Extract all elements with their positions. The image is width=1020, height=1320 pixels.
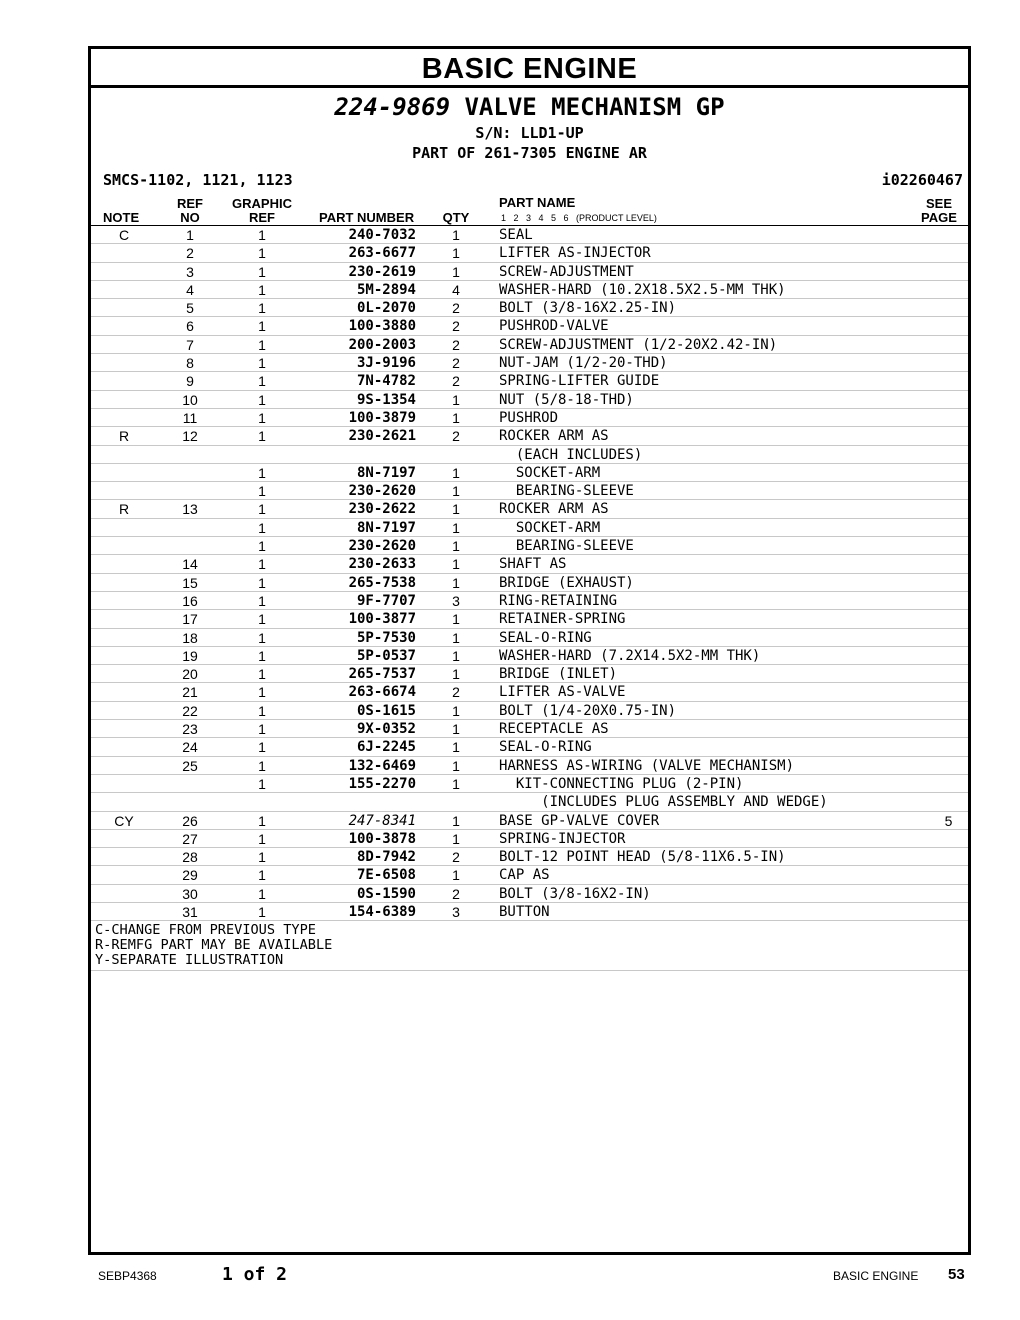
part-number-cell: 200-2003: [348, 336, 416, 353]
see-page-cell: 5: [944, 812, 953, 829]
ref-no-cell: 31: [182, 903, 198, 920]
part-name-cell: BOLT (1/4-20X0.75-IN): [499, 702, 677, 719]
graphic-ref-cell: 1: [258, 757, 266, 774]
ref-no-cell: 11: [182, 409, 198, 426]
document-id: i02260467: [881, 171, 963, 189]
qty-cell: 1: [452, 830, 460, 847]
ref-no-cell: 14: [182, 556, 198, 573]
ref-no-cell: 13: [182, 501, 198, 518]
ref-no-cell: 12: [182, 428, 198, 445]
table-row: [91, 244, 968, 262]
ref-no-cell: 21: [182, 684, 198, 701]
qty-cell: 1: [452, 611, 460, 628]
graphic-ref-cell: 1: [258, 666, 266, 683]
part-number-cell: 247-8341: [348, 812, 416, 829]
graphic-ref-cell: 1: [258, 849, 266, 866]
part-name-cell: (EACH INCLUDES): [499, 446, 643, 463]
graphic-ref-cell: 1: [258, 812, 266, 829]
table-row: [91, 336, 968, 354]
header-see-bottom: PAGE: [921, 210, 957, 225]
header-see-top: SEE: [925, 196, 952, 211]
part-number-cell: 9F-7707: [356, 592, 416, 609]
section-title: BASIC ENGINE: [91, 49, 968, 88]
part-number-cell: 230-2619: [348, 263, 416, 280]
table-row: [91, 519, 968, 537]
part-name-cell: LIFTER AS-INJECTOR: [499, 245, 651, 262]
qty-cell: 2: [452, 300, 460, 317]
note-cell: CY: [114, 812, 134, 829]
part-number-cell: 263-6677: [348, 245, 416, 262]
part-number-cell: 100-3880: [348, 318, 416, 335]
graphic-ref-cell: 1: [258, 903, 266, 920]
part-number-cell: 100-3877: [348, 611, 416, 628]
part-name-cell: SPRING-LIFTER GUIDE: [499, 373, 660, 390]
qty-cell: 3: [452, 903, 460, 920]
group-title: [91, 93, 968, 121]
legend-item: C-CHANGE FROM PREVIOUS TYPE: [95, 922, 316, 939]
table-row: [91, 226, 968, 244]
ref-no-cell: 3: [186, 263, 194, 280]
graphic-ref-cell: 1: [258, 373, 266, 390]
ref-no-cell: 27: [182, 830, 198, 847]
table-row: [91, 574, 968, 592]
part-number-cell: 155-2270: [348, 775, 416, 792]
header-part-name: PART NAME: [499, 195, 576, 210]
part-number-cell: 7N-4782: [356, 373, 416, 390]
header-ref-bottom: NO: [180, 210, 200, 225]
table-row: [91, 464, 968, 482]
footer-document-number: SEBP4368: [98, 1269, 157, 1283]
table-row: [91, 848, 968, 866]
qty-cell: 1: [452, 647, 460, 664]
ref-no-cell: 4: [186, 281, 194, 298]
part-number-cell: 154-6389: [348, 903, 416, 920]
graphic-ref-cell: 1: [258, 464, 266, 481]
part-name-cell: WASHER-HARD (7.2X14.5X2-MM THK): [499, 647, 761, 664]
qty-cell: 1: [452, 409, 460, 426]
graphic-ref-cell: 1: [258, 775, 266, 792]
table-row: [91, 446, 968, 464]
part-name-cell: SCREW-ADJUSTMENT (1/2-20X2.42-IN): [499, 336, 778, 353]
legend-item: Y-SEPARATE ILLUSTRATION: [95, 952, 284, 969]
qty-cell: 1: [452, 519, 460, 536]
qty-cell: 1: [452, 227, 460, 243]
qty-cell: 2: [452, 849, 460, 866]
part-name-cell: BEARING-SLEEVE: [499, 538, 634, 555]
table-row: [91, 263, 968, 281]
graphic-ref-cell: 1: [258, 629, 266, 646]
part-number-cell: 265-7537: [348, 666, 416, 683]
part-name-cell: BOLT (3/8-16X2.25-IN): [499, 300, 677, 317]
part-name-cell: KIT-CONNECTING PLUG (2-PIN): [499, 775, 744, 792]
part-name-cell: WASHER-HARD (10.2X18.5X2.5-MM THK): [499, 281, 786, 298]
part-number-cell: 230-2621: [348, 428, 416, 445]
graphic-ref-cell: 1: [258, 409, 266, 426]
table-row: [91, 830, 968, 848]
qty-cell: 1: [452, 775, 460, 792]
group-part-number: 224-9869: [334, 93, 451, 121]
ref-no-cell: 8: [186, 355, 194, 372]
part-number-cell: 230-2633: [348, 556, 416, 573]
part-number-cell: 0S-1615: [356, 702, 416, 719]
table-row: [91, 629, 968, 647]
header-graphic-bottom: REF: [249, 210, 275, 225]
ref-no-cell: 25: [182, 757, 198, 774]
ref-no-cell: 16: [182, 592, 198, 609]
part-name-cell: BASE GP-VALVE COVER: [499, 812, 660, 829]
part-name-cell: NUT-JAM (1/2-20-THD): [499, 355, 668, 372]
qty-cell: 1: [452, 556, 460, 573]
ref-no-cell: 15: [182, 574, 198, 591]
note-cell: R: [118, 501, 130, 518]
footer-page-of: 1 of 2: [222, 1264, 288, 1285]
graphic-ref-cell: 1: [258, 574, 266, 591]
part-number-cell: 7E-6508: [356, 867, 416, 884]
parts-list-frame: [88, 46, 971, 1255]
part-name-cell: ROCKER ARM AS: [499, 501, 609, 518]
graphic-ref-cell: 1: [258, 501, 266, 518]
graphic-ref-cell: 1: [258, 300, 266, 317]
graphic-ref-cell: 1: [258, 428, 266, 445]
part-number-cell: 9X-0352: [356, 721, 416, 738]
graphic-ref-cell: 1: [258, 263, 266, 280]
header-note: NOTE: [103, 210, 140, 225]
graphic-ref-cell: 1: [258, 391, 266, 408]
ref-no-cell: 5: [186, 300, 194, 317]
ref-no-cell: 26: [182, 812, 198, 829]
part-name-cell: RETAINER-SPRING: [499, 611, 626, 628]
graphic-ref-cell: 1: [258, 318, 266, 335]
graphic-ref-cell: 1: [258, 647, 266, 664]
qty-cell: 1: [452, 391, 460, 408]
table-row: [91, 500, 968, 518]
part-name-cell: BRIDGE (EXHAUST): [499, 574, 634, 591]
part-number-cell: 6J-2245: [356, 739, 416, 756]
part-number-cell: 100-3878: [348, 830, 416, 847]
part-name-cell: SEAL-O-RING: [499, 739, 592, 756]
part-number-cell: 265-7538: [348, 574, 416, 591]
ref-no-cell: 19: [182, 647, 198, 664]
part-number-cell: 5P-7530: [356, 629, 416, 646]
ref-no-cell: 23: [182, 721, 198, 738]
ref-no-cell: 1: [186, 227, 194, 243]
ref-no-cell: 17: [182, 611, 198, 628]
part-name-cell: RING-RETAINING: [499, 592, 618, 609]
part-name-cell: SOCKET-ARM: [499, 464, 601, 481]
graphic-ref-cell: 1: [258, 721, 266, 738]
part-number-cell: 230-2620: [348, 483, 416, 500]
graphic-ref-cell: 1: [258, 519, 266, 536]
header-graphic-top: GRAPHIC: [232, 196, 292, 211]
qty-cell: 2: [452, 336, 460, 353]
qty-cell: 1: [452, 702, 460, 719]
part-number-cell: 8D-7942: [356, 849, 416, 866]
qty-cell: 2: [452, 373, 460, 390]
qty-cell: 2: [452, 428, 460, 445]
parts-table-body: [91, 226, 968, 971]
ref-no-cell: 2: [186, 245, 194, 262]
graphic-ref-cell: 1: [258, 538, 266, 555]
part-name-cell: BRIDGE (INLET): [499, 666, 618, 683]
table-row: [91, 281, 968, 299]
ref-no-cell: 29: [182, 867, 198, 884]
ref-no-cell: 30: [182, 885, 198, 902]
header-qty: QTY: [442, 210, 470, 225]
part-name-cell: SPRING-INJECTOR: [499, 830, 626, 847]
qty-cell: 1: [452, 501, 460, 518]
header-part-number: PART NUMBER: [319, 210, 415, 225]
part-number-cell: 132-6469: [348, 757, 416, 774]
graphic-ref-cell: 1: [258, 556, 266, 573]
ref-no-cell: 6: [186, 318, 194, 335]
table-row: [91, 665, 968, 683]
footer-section-name: BASIC ENGINE: [833, 1269, 919, 1283]
graphic-ref-cell: 1: [258, 245, 266, 262]
part-number-cell: 3J-9196: [356, 355, 416, 372]
qty-cell: 2: [452, 355, 460, 372]
table-row: [91, 409, 968, 427]
table-header: [91, 196, 968, 226]
table-row: [91, 537, 968, 555]
part-of: PART OF 261-7305 ENGINE AR: [412, 144, 647, 162]
qty-cell: 1: [452, 483, 460, 500]
graphic-ref-cell: 1: [258, 739, 266, 756]
part-name-cell: SCREW-ADJUSTMENT: [499, 263, 634, 280]
qty-cell: 2: [452, 318, 460, 335]
notes-legend: [91, 921, 968, 971]
header-ref-top: REF: [177, 196, 203, 211]
qty-cell: 1: [452, 538, 460, 555]
table-row: [91, 683, 968, 701]
table-row: [91, 592, 968, 610]
graphic-ref-cell: 1: [258, 867, 266, 884]
part-number-cell: 0L-2070: [356, 300, 416, 317]
note-cell: C: [118, 227, 130, 243]
ref-no-cell: 9: [186, 373, 194, 390]
qty-cell: 1: [452, 721, 460, 738]
table-row: [91, 482, 968, 500]
graphic-ref-cell: 1: [258, 336, 266, 353]
qty-cell: 1: [452, 263, 460, 280]
part-number-cell: 263-6674: [348, 684, 416, 701]
part-name-cell: BOLT-12 POINT HEAD (5/8-11X6.5-IN): [499, 849, 786, 866]
graphic-ref-cell: 1: [258, 702, 266, 719]
part-name-cell: SEAL-O-RING: [499, 629, 592, 646]
qty-cell: 1: [452, 812, 460, 829]
part-name-cell: PUSHROD: [499, 409, 559, 426]
graphic-ref-cell: 1: [258, 227, 266, 243]
qty-cell: 1: [452, 464, 460, 481]
part-name-cell: SEAL: [499, 227, 533, 243]
table-row: [91, 555, 968, 573]
table-row: [91, 738, 968, 756]
table-row: [91, 317, 968, 335]
qty-cell: 1: [452, 666, 460, 683]
table-row: [91, 702, 968, 720]
legend-item: R-REMFG PART MAY BE AVAILABLE: [95, 937, 333, 954]
ref-no-cell: 7: [186, 336, 194, 353]
qty-cell: 1: [452, 245, 460, 262]
part-number-cell: 5P-0537: [356, 647, 416, 664]
table-row: [91, 610, 968, 628]
ref-no-cell: 10: [182, 391, 198, 408]
footer-page-number: 53: [948, 1266, 965, 1283]
graphic-ref-cell: 1: [258, 483, 266, 500]
graphic-ref-cell: 1: [258, 355, 266, 372]
header-product-levels: 1 2 3 4 5 6 (PRODUCT LEVEL): [501, 213, 657, 223]
table-row: [91, 647, 968, 665]
qty-cell: 2: [452, 684, 460, 701]
table-row: [91, 427, 968, 445]
part-name-cell: (INCLUDES PLUG ASSEMBLY AND WEDGE): [499, 794, 828, 811]
ref-no-cell: 20: [182, 666, 198, 683]
table-row: [91, 757, 968, 775]
part-name-cell: RECEPTACLE AS: [499, 721, 609, 738]
qty-cell: 1: [452, 757, 460, 774]
table-row: [91, 866, 968, 884]
part-number-cell: 0S-1590: [356, 885, 416, 902]
qty-cell: 3: [452, 592, 460, 609]
graphic-ref-cell: 1: [258, 684, 266, 701]
qty-cell: 1: [452, 629, 460, 646]
graphic-ref-cell: 1: [258, 830, 266, 847]
part-number-cell: 230-2622: [348, 501, 416, 518]
smcs-codes: SMCS-1102, 1121, 1123: [103, 171, 293, 189]
part-number-cell: 230-2620: [348, 538, 416, 555]
part-name-cell: NUT (5/8-18-THD): [499, 391, 634, 408]
qty-cell: 4: [452, 281, 460, 298]
qty-cell: 2: [452, 885, 460, 902]
table-row: [91, 812, 968, 830]
table-row: [91, 720, 968, 738]
graphic-ref-cell: 1: [258, 281, 266, 298]
part-name-cell: BOLT (3/8-16X2-IN): [499, 885, 651, 902]
ref-no-cell: 22: [182, 702, 198, 719]
ref-no-cell: 24: [182, 739, 198, 756]
table-row: [91, 885, 968, 903]
graphic-ref-cell: 1: [258, 611, 266, 628]
part-number-cell: 9S-1354: [356, 391, 416, 408]
part-name-cell: BEARING-SLEEVE: [499, 483, 634, 500]
part-number-cell: 8N-7197: [356, 519, 416, 536]
ref-no-cell: 18: [182, 629, 198, 646]
graphic-ref-cell: 1: [258, 885, 266, 902]
part-number-cell: 240-7032: [348, 227, 416, 243]
group-name: VALVE MECHANISM GP: [464, 93, 725, 121]
qty-cell: 1: [452, 739, 460, 756]
part-name-cell: LIFTER AS-VALVE: [499, 684, 626, 701]
part-number-cell: 8N-7197: [356, 464, 416, 481]
table-row: [91, 372, 968, 390]
ref-no-cell: 28: [182, 849, 198, 866]
part-name-cell: SHAFT AS: [499, 556, 567, 573]
part-name-cell: PUSHROD-VALVE: [499, 318, 609, 335]
part-number-cell: 5M-2894: [356, 281, 416, 298]
part-name-cell: HARNESS AS-WIRING (VALVE MECHANISM): [499, 757, 795, 774]
part-number-cell: 100-3879: [348, 409, 416, 426]
table-row: [91, 793, 968, 811]
part-name-cell: ROCKER ARM AS: [499, 428, 609, 445]
part-name-cell: BUTTON: [499, 903, 550, 920]
note-cell: R: [118, 428, 130, 445]
part-name-cell: SOCKET-ARM: [499, 519, 601, 536]
qty-cell: 1: [452, 574, 460, 591]
part-name-cell: CAP AS: [499, 867, 550, 884]
table-row: [91, 354, 968, 372]
table-row: [91, 903, 968, 921]
table-row: [91, 775, 968, 793]
table-row: [91, 299, 968, 317]
table-row: [91, 391, 968, 409]
serial-number: S/N: LLD1-UP: [475, 124, 584, 142]
graphic-ref-cell: 1: [258, 592, 266, 609]
qty-cell: 1: [452, 867, 460, 884]
